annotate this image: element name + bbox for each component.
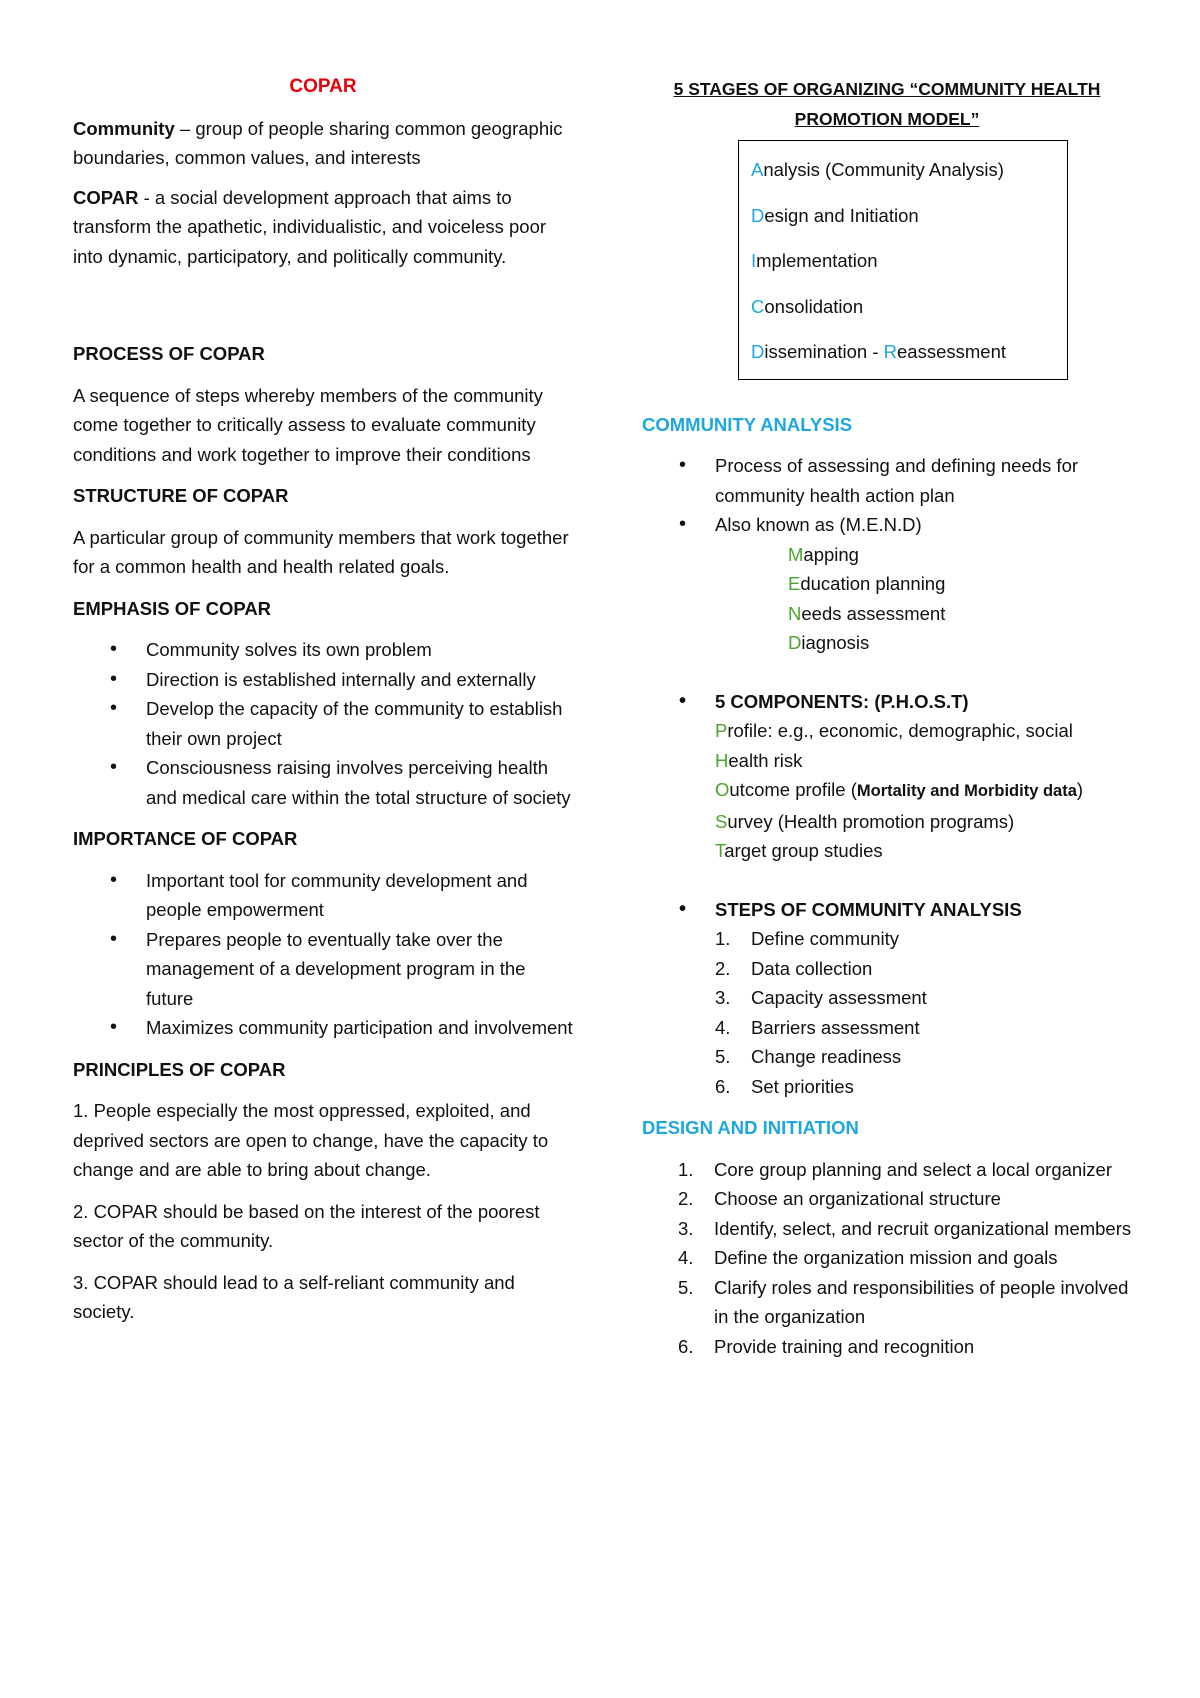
copar-def: - a social development approach that aims to transform the apathetic, individualistic, and voiceless poor into dynamic, participatory, and politically community.	[73, 186, 547, 267]
importance-heading: IMPORTANCE OF COPAR	[73, 828, 298, 849]
step-number: 3.	[715, 987, 731, 1008]
stage-initial: D	[751, 204, 765, 226]
component-text: utcome profile (	[729, 779, 857, 800]
step-number: 2.	[678, 1188, 694, 1209]
stage-initial: A	[751, 159, 764, 180]
stage-text: eassessment	[897, 341, 1007, 362]
list-item	[679, 1042, 1132, 1072]
structure-heading: STRUCTURE OF COPAR	[73, 485, 289, 506]
step-text: Data collection	[751, 957, 873, 979]
steps-heading: • STEPS OF COMMUNITY ANALYSIS	[642, 895, 1132, 925]
stage-text: esign and Initiation	[764, 204, 919, 226]
stage-text: issemination -	[764, 341, 884, 362]
list-item	[679, 1072, 1132, 1102]
stage-initial: D	[751, 341, 765, 362]
community-term: Community	[73, 117, 175, 139]
copar-definition	[73, 183, 573, 272]
step-text: Clarify roles and responsibilities of people involved in the organization	[714, 1276, 1129, 1327]
list-item: • Maximizes community participation and involvement	[73, 1013, 573, 1043]
list-item	[679, 1013, 1132, 1043]
stages-title: 5 STAGES OF ORGANIZING “COMMUNITY HEALTH PROMOTION MODEL”	[673, 79, 1101, 129]
step-number: 1.	[715, 928, 731, 949]
principle-3: 3. COPAR should lead to a self-reliant community and society.	[73, 1271, 515, 1322]
mend-item	[642, 628, 1132, 658]
mend-initial: D	[788, 632, 802, 653]
step-text: Capacity assessment	[751, 987, 927, 1008]
step-text: Define community	[751, 928, 900, 949]
structure-text: A particular group of community members that work together for a common health and health related goals.	[73, 526, 569, 577]
right-column	[642, 66, 1132, 1361]
design-initiation-heading: DESIGN AND INITIATION	[642, 1117, 859, 1138]
mend-text: apping	[803, 543, 859, 565]
list-item: • Prepares people to eventually take over the management of a development program in the future	[73, 925, 573, 1014]
step-text: Identify, select, and recruit organizational members	[714, 1217, 1132, 1239]
step-number: 3.	[678, 1217, 694, 1239]
stage-initial: R	[883, 341, 898, 362]
list-item: • Process of assessing and defining needs for community health action plan	[642, 451, 1132, 510]
step-text: Core group planning and select a local organizer	[714, 1158, 1113, 1180]
mend-text: eeds assessment	[801, 602, 946, 624]
component-item	[642, 836, 1132, 866]
stage-text: mplementation	[756, 250, 878, 271]
step-number: 2.	[715, 957, 731, 979]
steps-heading-list	[642, 895, 1132, 925]
community-analysis-heading: COMMUNITY ANALYSIS	[642, 413, 853, 435]
component-initial: S	[715, 810, 728, 832]
stage-initial: I	[751, 250, 757, 271]
list-item	[642, 1184, 1132, 1214]
step-text: Set priorities	[751, 1075, 854, 1097]
stage-text: onsolidation	[764, 295, 864, 317]
left-column	[73, 66, 573, 1327]
list-item	[642, 1273, 1132, 1332]
importance-list	[73, 866, 573, 1043]
principle-2: 2. COPAR should be based on the interest of the poorest sector of the community.	[73, 1200, 540, 1251]
step-text: Barriers assessment	[751, 1016, 920, 1038]
step-text: Provide training and recognition	[714, 1335, 975, 1357]
list-item: • Consciousness raising involves perceiving health and medical care within the total structure of society	[73, 753, 573, 812]
step-number: 6.	[715, 1075, 731, 1097]
page-title: COPAR	[289, 76, 357, 97]
emphasis-list	[73, 635, 573, 812]
component-item	[642, 716, 1132, 746]
process-heading: PROCESS OF COPAR	[73, 343, 265, 364]
component-initial: T	[715, 840, 725, 861]
mend-initial: E	[788, 573, 801, 594]
stages-box	[738, 140, 1068, 380]
list-item	[679, 954, 1132, 984]
component-text: )	[1076, 779, 1084, 800]
list-item	[642, 1214, 1132, 1244]
component-bold: Mortality and Morbidity data	[856, 782, 1077, 800]
component-text: rofile: e.g., economic, demographic, social	[727, 720, 1073, 741]
component-item	[642, 807, 1132, 837]
community-def: – group of people sharing common geographic boundaries, common values, and interests	[73, 117, 563, 168]
mend-item	[642, 540, 1132, 570]
community-analysis-list	[642, 451, 1132, 540]
components-heading: • 5 COMPONENTS: (P.H.O.S.T)	[642, 687, 1132, 717]
mend-item	[642, 599, 1132, 629]
step-text: Define the organization mission and goals	[714, 1247, 1058, 1268]
step-number: 4.	[678, 1247, 694, 1268]
stage-item	[751, 329, 1057, 375]
step-number: 1.	[678, 1158, 694, 1180]
mend-text: iagnosis	[801, 632, 870, 653]
step-number: 4.	[715, 1016, 731, 1038]
components-list	[642, 687, 1132, 717]
step-number: 5.	[678, 1276, 694, 1298]
list-item	[679, 924, 1132, 954]
component-text: urvey (Health promotion programs)	[727, 810, 1015, 832]
component-initial: O	[715, 779, 730, 800]
list-item: • Important tool for community development and people empowerment	[73, 866, 573, 925]
list-item	[642, 1332, 1132, 1362]
steps-list	[679, 924, 1132, 1101]
stage-text: nalysis (Community Analysis)	[763, 159, 1004, 180]
mend-text: ducation planning	[800, 573, 946, 594]
stage-initial: C	[751, 295, 765, 317]
step-text: Choose an organizational structure	[714, 1188, 1001, 1209]
community-definition	[73, 114, 573, 173]
emphasis-heading: EMPHASIS OF COPAR	[73, 597, 272, 619]
mend-item	[642, 569, 1132, 599]
list-item: • Develop the capacity of the community to establish their own project	[73, 694, 573, 753]
list-item	[679, 983, 1132, 1013]
list-item: • Community solves its own problem	[73, 635, 573, 665]
stage-item	[751, 238, 1057, 284]
component-initial: H	[715, 749, 729, 771]
list-item	[642, 1155, 1132, 1185]
stage-item	[751, 284, 1057, 330]
component-item	[642, 775, 1132, 807]
component-text: arget group studies	[724, 840, 883, 861]
stage-item	[751, 193, 1057, 239]
step-number: 6.	[678, 1335, 694, 1357]
component-initial: P	[715, 720, 728, 741]
principles-heading: PRINCIPLES OF COPAR	[73, 1058, 286, 1080]
component-text: ealth risk	[728, 749, 803, 771]
copar-term: COPAR	[73, 186, 139, 208]
mend-initial: M	[788, 543, 804, 565]
list-item	[642, 1243, 1132, 1273]
component-item	[642, 746, 1132, 776]
list-item: • Direction is established internally and externally	[73, 665, 573, 695]
mend-initial: N	[788, 602, 802, 624]
principle-1: 1. People especially the most oppressed, exploited, and deprived sectors are open to change, have the capacity to change and are able to bring about change.	[73, 1100, 549, 1180]
list-item: • Also known as (M.E.N.D)	[642, 510, 1132, 540]
step-text: Change readiness	[751, 1046, 902, 1067]
process-text: A sequence of steps whereby members of the community come together to critically assess to evaluate community conditions and work together to improve their conditions	[73, 384, 543, 465]
design-initiation-list	[642, 1155, 1132, 1362]
step-number: 5.	[715, 1046, 731, 1067]
stage-item	[751, 147, 1057, 193]
